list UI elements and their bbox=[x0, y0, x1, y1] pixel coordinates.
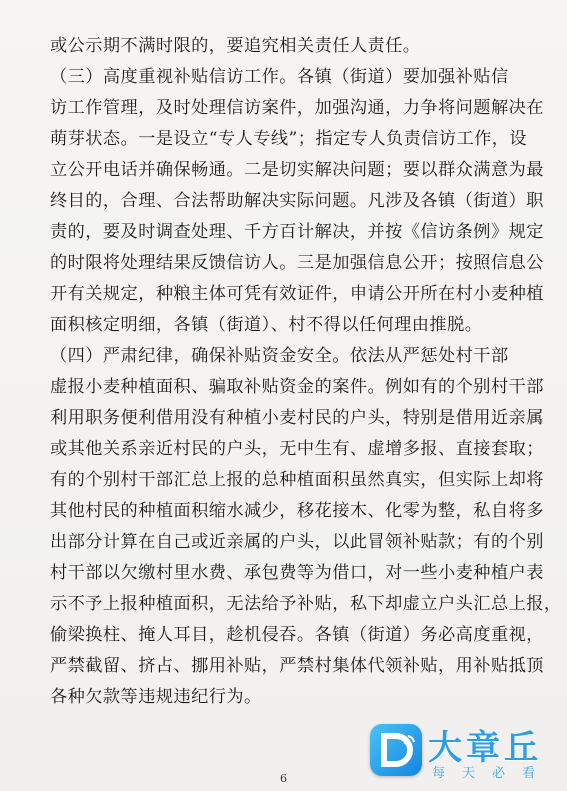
text-line: （三）高度重视补贴信访工作。各镇（街道）要加强补贴信 bbox=[50, 67, 509, 87]
text-line: 有的个别村干部汇总上报的总种植面积虽然真实，但实际上却将 bbox=[50, 470, 544, 490]
text-line: 虚报小麦种植面积、骗取补贴资金的案件。例如有的个别村干部 bbox=[50, 377, 544, 397]
text-line: 或其他关系亲近村民的户头，无中生有、虚增多报、直接套取； bbox=[50, 439, 544, 459]
text-line: 面积核定明细，各镇（街道）、村不得以任何理由推脱。 bbox=[50, 315, 483, 335]
text-line: 或公示期不满时限的，要追究相关责任人责任。 bbox=[50, 36, 421, 56]
d-logo-icon bbox=[370, 724, 422, 776]
watermark bbox=[370, 712, 560, 782]
text-line: 访工作管理，及时处理信访案件，加强沟通，力争将问题解决在 bbox=[50, 98, 544, 118]
text-line: 各种欠款等违规违纪行为。 bbox=[50, 687, 262, 707]
text-line: 终目的，合理、合法帮助解决实际问题。凡涉及各镇（街道）职 bbox=[50, 191, 544, 211]
text-line: 偷梁换柱、掩人耳目，趁机侵吞。各镇（街道）务必高度重视， bbox=[50, 625, 544, 645]
text-line: （四）严肃纪律，确保补贴资金安全。依法从严惩处村干部 bbox=[50, 346, 509, 366]
text-line: 开有关规定，种粮主体可凭有效证件，申请公开所在村小麦种植 bbox=[50, 284, 544, 304]
text-line: 村干部以欠缴村里水费、承包费等为借口，对一些小麦种植户表 bbox=[50, 563, 544, 583]
text-line: 示不予上报种植面积，无法给予补贴，私下却虚立户头汇总上报， bbox=[50, 594, 562, 614]
text-line: 出部分计算在自己或近亲属的户头，以此冒领补贴款；有的个别 bbox=[50, 532, 544, 552]
watermark-brand: 大章丘 bbox=[428, 728, 542, 768]
text-line: 责的，要及时调查处理、千方百计解决，并按《信访条例》规定 bbox=[50, 222, 544, 242]
text-line: 严禁截留、挤占、挪用补贴，严禁村集体代领补贴，用补贴抵顶 bbox=[50, 656, 544, 676]
text-line: 立公开电话并确保畅通。二是切实解决问题；要以群众满意为最 bbox=[50, 160, 544, 180]
page-number: 6 bbox=[280, 772, 287, 785]
text-line: 的时限将处理结果反馈信访人。三是加强信息公开；按照信息公 bbox=[50, 253, 544, 273]
text-line: 利用职务便利借用没有种植小麦村民的户头，特别是借用近亲属 bbox=[50, 408, 544, 428]
text-line: 其他村民的种植面积缩水减少，移花接木、化零为整，私自将多 bbox=[50, 501, 544, 521]
watermark-slogan: 每天必看 bbox=[432, 766, 553, 781]
text-line: 萌芽状态。一是设立“专人专线”；指定专人负责信访工作，设 bbox=[50, 129, 528, 149]
